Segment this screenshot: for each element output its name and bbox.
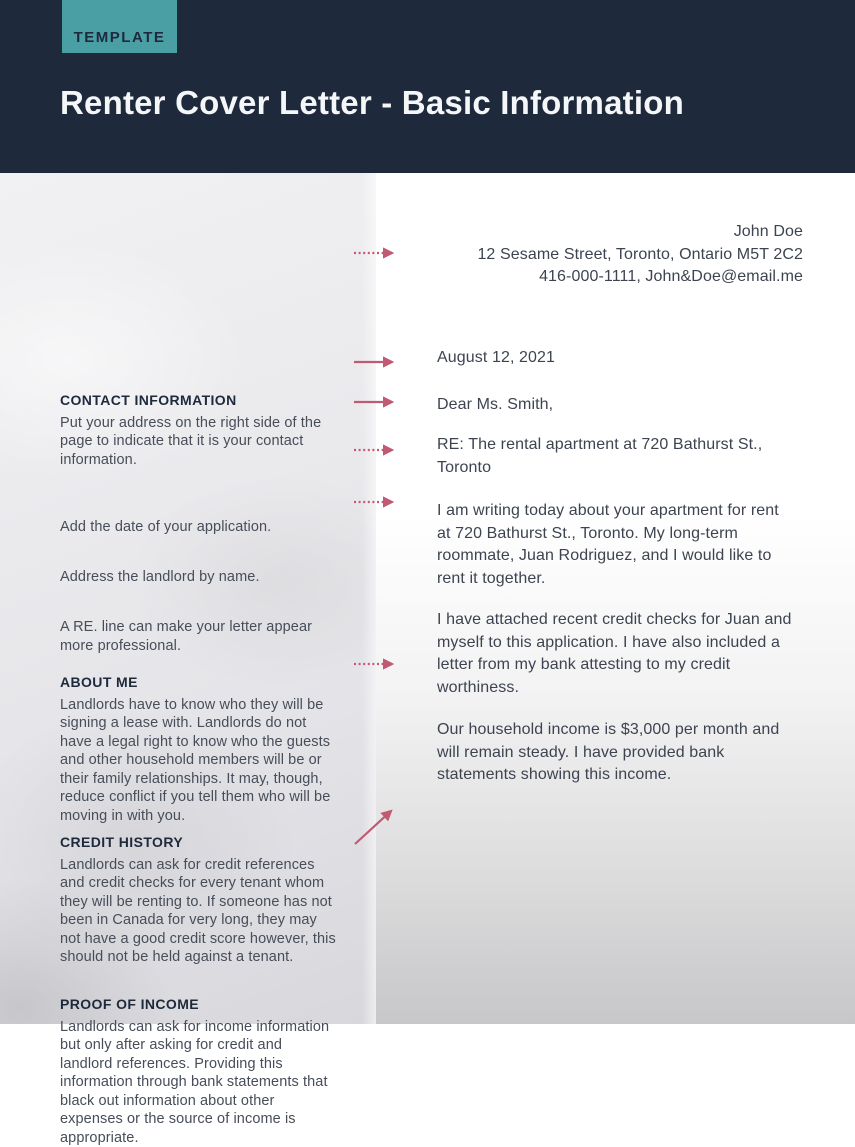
note-body: Landlords can ask for income information but only after asking for credit and landlord references. Providing this information through bank statements that black out information about other expenses or the source of income is appropriate.	[60, 1018, 336, 1147]
letter-panel	[376, 173, 855, 1024]
note-heading: CREDIT HISTORY	[60, 833, 336, 852]
note-re-line	[60, 618, 336, 655]
letter-paragraph: I have attached recent credit checks for Juan and myself to this application. I have also included a letter from my bank attesting to my credit worthiness.	[437, 609, 793, 699]
note-credit-history	[60, 833, 336, 967]
arrow-right-icon	[353, 247, 401, 259]
note-body: A RE. line can make your letter appear more professional.	[60, 618, 336, 655]
letter-paragraph: I am writing today about your apartment for rent at 720 Bathurst St., Toronto. My long-term roommate, Juan Rodriguez, and I would like to rent it together.	[437, 500, 789, 590]
contact-address: 12 Sesame Street, Toronto, Ontario M5T 2C2	[477, 244, 803, 267]
arrow-right-icon	[353, 496, 401, 508]
letter-paragraph: Our household income is $3,000 per month and will remain steady. I have provided bank statements showing this income.	[437, 719, 789, 787]
arrow-right-icon	[353, 356, 401, 368]
page-title: Renter Cover Letter - Basic Information	[60, 84, 684, 122]
letter-date: August 12, 2021	[437, 347, 555, 370]
template-badge	[62, 0, 177, 53]
note-proof-of-income	[60, 995, 336, 1147]
note-contact-information	[60, 391, 336, 469]
note-body: Landlords have to know who they will be signing a lease with. Landlords do not have a legal right to know who the guests and other household members will be or their family relationships. It may, though, reduce conflict if you tell them who will be moving in with you.	[60, 696, 336, 826]
template-badge-label: TEMPLATE	[74, 29, 166, 46]
note-body: Address the landlord by name.	[60, 568, 336, 587]
arrow-up-right-icon	[350, 800, 402, 848]
note-body: Put your address on the right side of the page to indicate that it is your contact information.	[60, 414, 336, 470]
header-banner	[0, 0, 855, 173]
note-about-me	[60, 673, 336, 825]
note-body: Landlords can ask for credit references and credit checks for every tenant whom they will be renting to. If someone has not been in Canada for very long, they may not have a good credit score however, this should not be held against a tenant.	[60, 856, 336, 967]
letter-contact-block	[477, 221, 803, 289]
note-landlord-name	[60, 568, 336, 587]
note-heading: ABOUT ME	[60, 673, 336, 692]
arrow-right-icon	[353, 658, 401, 670]
note-heading: PROOF OF INCOME	[60, 995, 336, 1014]
note-heading: CONTACT INFORMATION	[60, 391, 336, 410]
annotation-sidebar	[0, 173, 376, 1024]
letter-salutation: Dear Ms. Smith,	[437, 394, 553, 417]
arrow-right-icon	[353, 444, 401, 456]
note-body: Add the date of your application.	[60, 518, 336, 537]
contact-name: John Doe	[477, 221, 803, 244]
note-date	[60, 518, 336, 537]
letter-re-line: RE: The rental apartment at 720 Bathurst St., Toronto	[437, 434, 789, 479]
arrow-right-icon	[353, 396, 401, 408]
contact-phone-email: 416-000-1111, John&Doe@email.me	[477, 266, 803, 289]
